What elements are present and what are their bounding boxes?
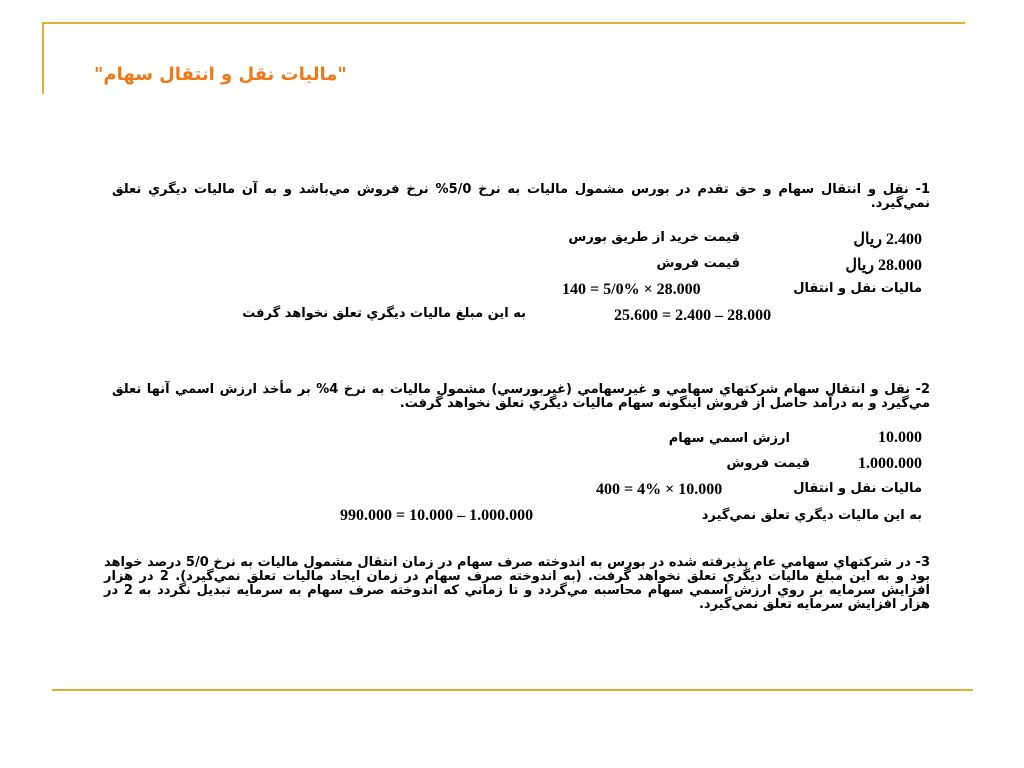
frame-left-line [42,22,44,94]
s1-profit-calculation: 25.600 = 2.400 – 28.000 [614,307,772,324]
s2-nominal-amount: 10.000 [878,429,922,446]
s2-tax-calculation: 400 = 4% × 10.000 [596,481,723,498]
s1-purchase-amount: 2.400 ريال [853,231,922,248]
slide-title: "ماليات نقل و انتقال سهام" [94,64,347,85]
s1-note: به اين مبلغ ماليات ديگري تعلق نخواهد گرفت [242,306,526,321]
frame-top-line [42,22,965,24]
s2-profit-calculation: 990.000 = 10.000 – 1.000.000 [340,507,534,524]
s1-purchase-label: قيمت خريد از طريق بورس [568,230,740,245]
s1-sale-amount: 28.000 ريال [845,257,922,274]
section-1-paragraph: 1- نقل و انتقال سهام و حق تقدم در بورس مشمول ماليات به نرخ 5/0% نرخ فروش مي‌باشد و به آن ماليات ديگري تعلق نمي‌گيرد. [112,182,930,211]
s1-tax-label: ماليات نقل و انتقال [793,281,922,296]
s2-sale-label: قيمت فروش [726,456,810,471]
s1-tax-calculation: 140 = 5/0% × 28.000 [562,281,701,298]
s2-sale-amount: 1.000.000 [858,455,922,472]
s2-tax-label: ماليات نقل و انتقال [793,481,922,496]
frame-bottom-line [52,689,973,691]
section-3-paragraph: 3- در شركتهاي سهامي عام پذيرفته شده در بورس به اندوخته صرف سهام در زمان انتقال مشمول ماليات به نرخ 5/0 درصد خواهد بود و به اين مبلغ ماليات ديگري تعلق نخواهد گرفت. (به اندوخته صرف سهام در زمان ايجاد ماليات تعلق نمي‌گيرد). 2 در هزار افزايش سرمايه بر روي ارزش اسمي سهام محاسبه مي‌گردد و تا زماني كه اندوخته صرف سهام به سرمايه تبديل نگردد به 2 در هزار افزايش سرمايه تعلق نمي‌گيرد. [104,555,930,612]
s1-sale-label: قيمت فروش [656,256,740,271]
s2-note: به اين ماليات ديگري تعلق نمي‌گيرد [701,508,922,523]
section-2-paragraph: 2- نقل و انتقال سهام شركتهاي سهامي و غيرسهامي (غيربورسي) مشمول ماليات به نرخ 4% بر مأخذ ارزش اسمي آنها تعلق مي‌گيرد و به درآمد حاصل از فروش اينگونه سهام ماليات ديگري تعلق نخواهد گرفت. [112,382,930,411]
s2-nominal-label: ارزش اسمي سهام [668,431,790,446]
